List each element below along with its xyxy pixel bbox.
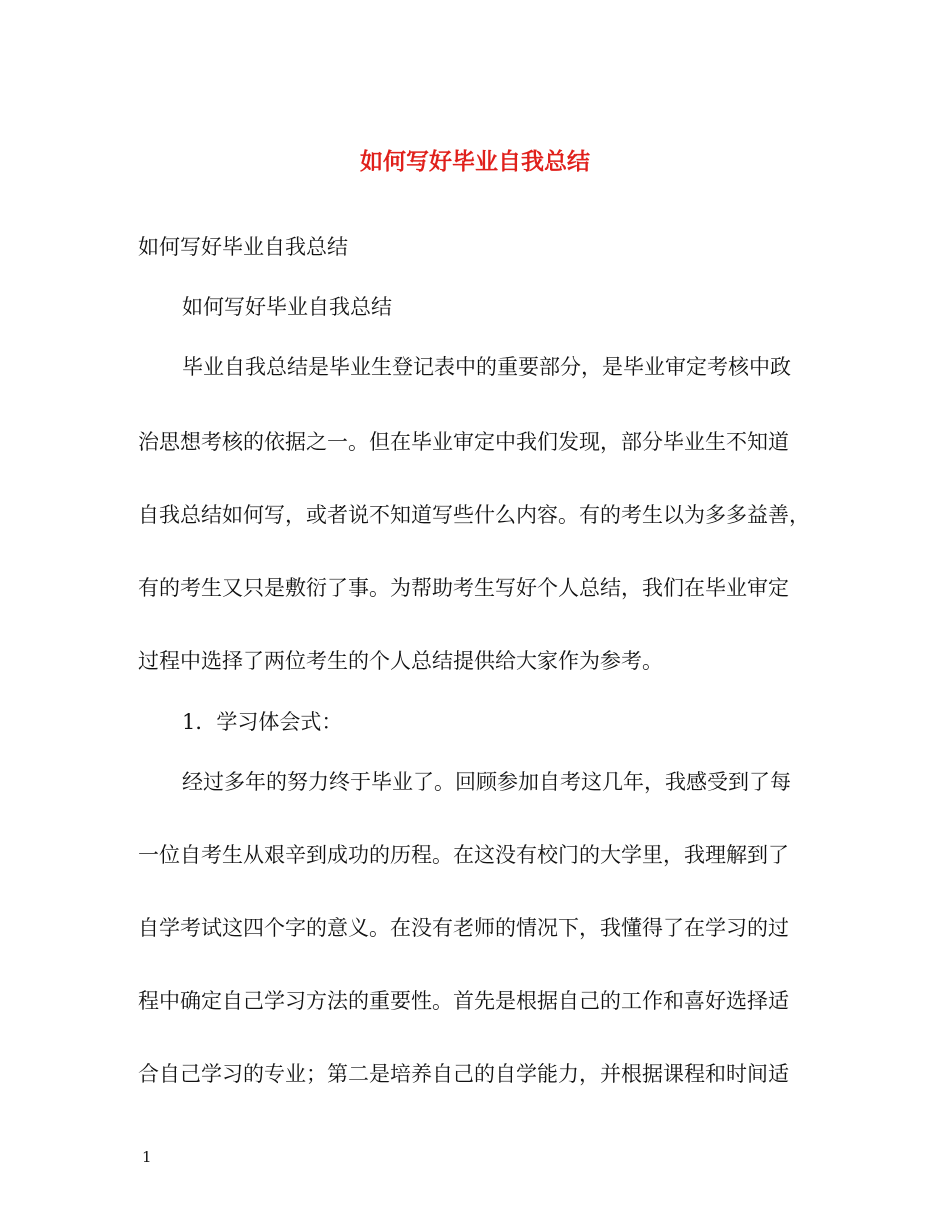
section-1-heading: 1．学习体会式： xyxy=(182,710,343,734)
paragraph-1-line-5: 过程中选择了两位考生的个人总结提供给大家作为参考。 xyxy=(138,649,663,673)
paragraph-1-line-2: 治思想考核的依据之一。但在毕业审定中我们发现，部分毕业生不知道 xyxy=(138,430,789,454)
page-number: 1 xyxy=(142,1148,152,1166)
paragraph-1-line-3: 自我总结如何写，或者说不知道写些什么内容。有的考生以为多多益善， xyxy=(138,503,810,527)
paragraph-2-line-5: 合自己学习的专业；第二是培养自己的自学能力，并根据课程和时间适 xyxy=(138,1062,789,1086)
paragraph-2-line-4: 程中确定自己学习方法的重要性。首先是根据自己的工作和喜好选择适 xyxy=(138,989,789,1013)
paragraph-1-line-1: 毕业自我总结是毕业生登记表中的重要部分，是毕业审定考核中政 xyxy=(182,355,791,379)
paragraph-2-line-1: 经过多年的努力终于毕业了。回顾参加自考这几年，我感受到了每 xyxy=(182,770,791,794)
paragraph-1-line-4: 有的考生又只是敷衍了事。为帮助考生写好个人总结，我们在毕业审定 xyxy=(138,576,789,600)
document-title: 如何写好毕业自我总结 xyxy=(360,148,590,175)
paragraph-2-line-3: 自学考试这四个字的意义。在没有老师的情况下，我懂得了在学习的过 xyxy=(138,916,789,940)
paragraph-2-line-2: 一位自考生从艰辛到成功的历程。在这没有校门的大学里，我理解到了 xyxy=(138,843,789,867)
document-subheading: 如何写好毕业自我总结 xyxy=(182,295,392,319)
document-heading: 如何写好毕业自我总结 xyxy=(138,235,348,259)
